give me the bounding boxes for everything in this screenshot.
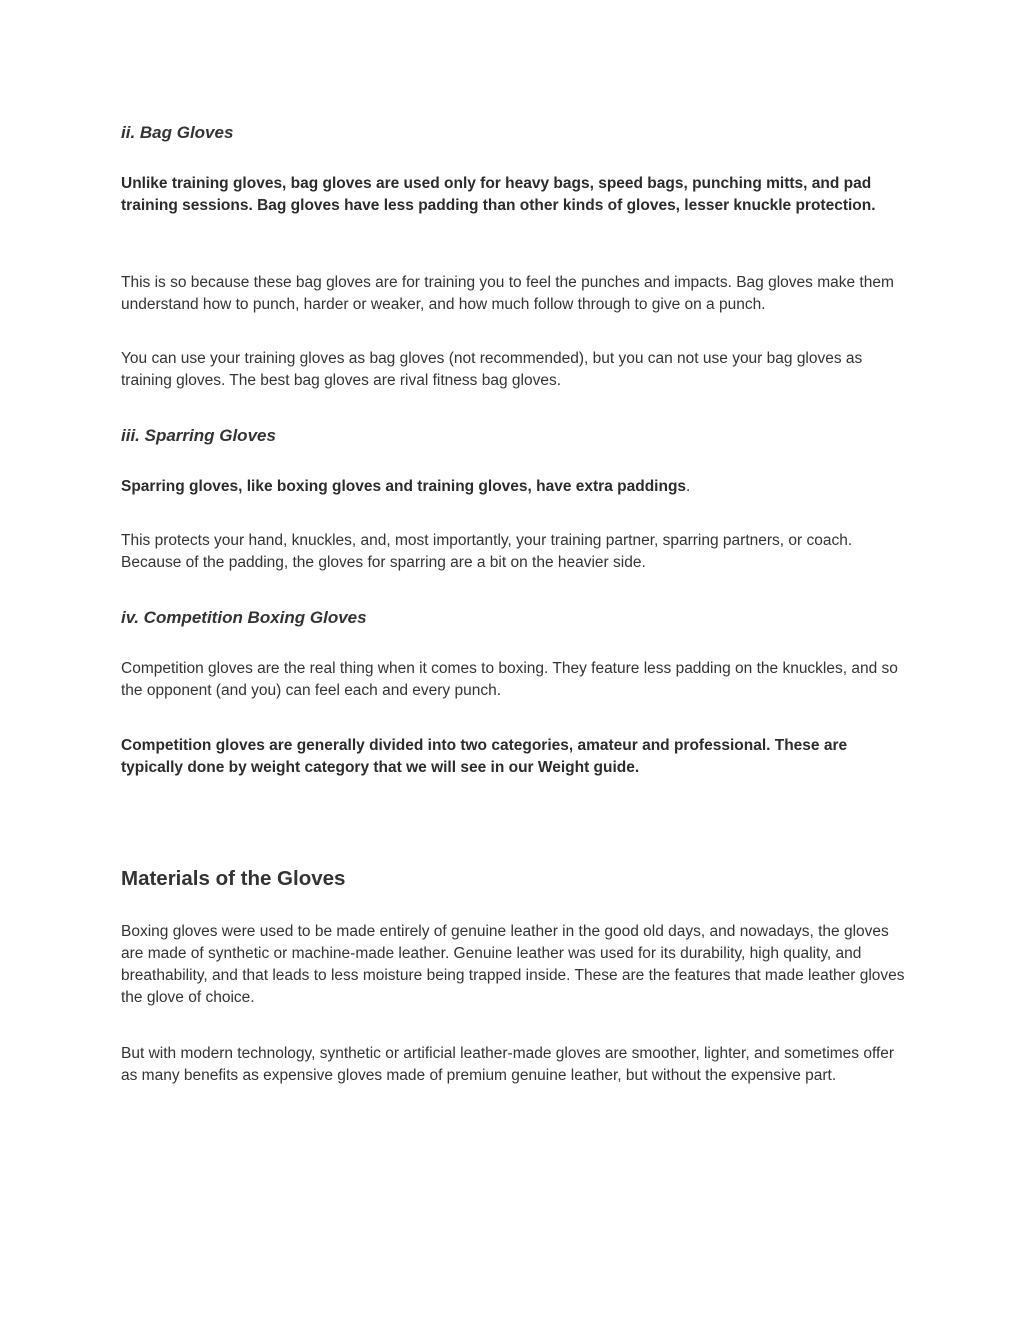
sparring-gloves-paragraph-1: This protects your hand, knuckles, and, most importantly, your training partner, sparring partners, or coach. Because of the padding, the gloves for sparring are a bit on the heavier side.: [121, 532, 853, 571]
competition-gloves-heading: iv. Competition Boxing Gloves: [121, 608, 367, 627]
sparring-gloves-intro: [121, 476, 911, 498]
sparring-gloves-bold-intro: Sparring gloves, like boxing gloves and training gloves, have extra paddings: [121, 478, 687, 495]
bag-gloves-heading: ii. Bag Gloves: [121, 123, 234, 142]
competition-gloves-bold-outro: Competition gloves are generally divided into two categories, amateur and professional. These are typically done by weight category that we will see in our Weight guide.: [121, 737, 848, 776]
competition-gloves-paragraph-1: Competition gloves are the real thing when it comes to boxing. They feature less padding on the knuckles, and so the opponent (and you) can feel each and every punch.: [121, 660, 898, 699]
bag-gloves-bold-intro: Unlike training gloves, bag gloves are used only for heavy bags, speed bags, punching mitts, and pad training sessions. Bag gloves have less padding than other kinds of gloves, lesser knuckle protection.: [121, 175, 876, 214]
bag-gloves-paragraph-2: You can use your training gloves as bag gloves (not recommended), but you can not use your bag gloves as training gloves. The best bag gloves are rival fitness bag gloves.: [121, 350, 863, 389]
materials-heading: Materials of the Gloves: [121, 867, 346, 890]
materials-paragraph-1: Boxing gloves were used to be made entirely of genuine leather in the good old days, and nowadays, the gloves are made of synthetic or machine-made leather. Genuine leather was used for its durability, high quality, and breathability, and that leads to less moisture being trapped inside. These are the features that made leather gloves the glove of choice.: [121, 923, 905, 1006]
sparring-gloves-intro-period: .: [686, 478, 691, 495]
bag-gloves-paragraph-1: This is so because these bag gloves are for training you to feel the punches and impacts. Bag gloves make them understand how to punch, harder or weaker, and how much follow through to give on a punch.: [121, 274, 894, 313]
materials-paragraph-2: But with modern technology, synthetic or artificial leather-made gloves are smoother, lighter, and sometimes offer as many benefits as expensive gloves made of premium genuine leather, but without the expensive part.: [121, 1045, 895, 1084]
sparring-gloves-heading: iii. Sparring Gloves: [121, 426, 276, 445]
